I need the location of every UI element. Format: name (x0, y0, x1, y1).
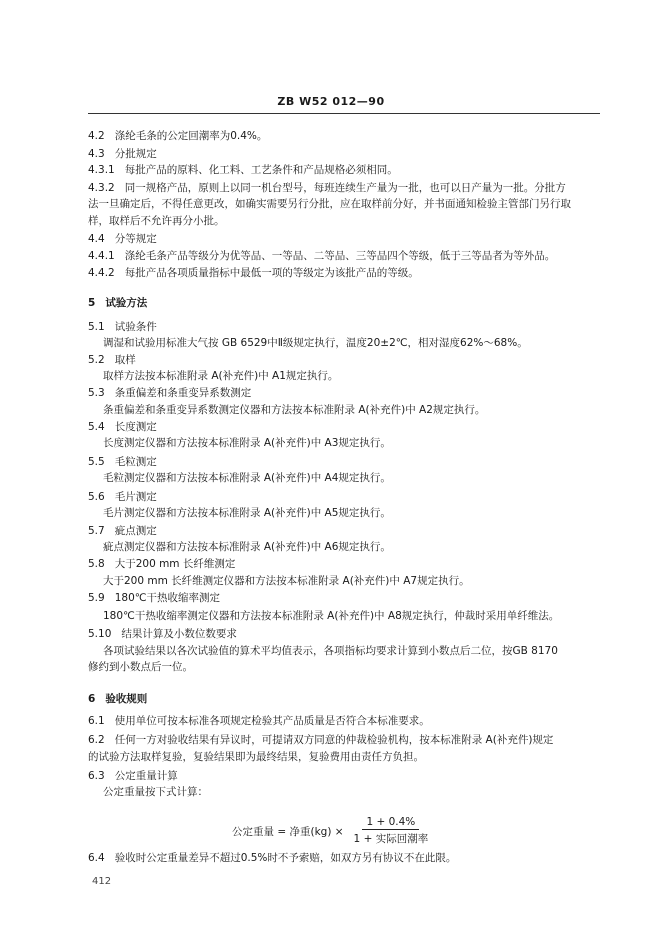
formula-lhs: 公定重量 = 净重(kg) × (232, 825, 344, 838)
clause-number: 5.5 (88, 456, 105, 468)
clause-number: 5.10 (88, 628, 112, 640)
clause-text: 使用单位可按本标准各项规定检验其产品质量是否符合本标准要求。 (114, 715, 430, 727)
clause-line (88, 386, 251, 400)
clause-line (88, 714, 430, 728)
clause-continuation (88, 197, 571, 211)
clause-text: 疵点测定 (114, 525, 157, 537)
clause-text: 法一旦确定后，不得任意更改，如确实需要另行分批，应在取样前分好，并书面通知检验主管部门另行取 (88, 198, 571, 210)
clause-text: 取样方法按本标准附录 A(补充件)中 A1规定执行。 (103, 370, 339, 382)
clause-text: 公定重量计算 (114, 770, 178, 782)
clause-line (88, 353, 136, 367)
clause-line (88, 232, 157, 246)
clause-line (88, 129, 267, 143)
clause-number: 6.1 (88, 715, 105, 727)
clause-text: 毛粒测定 (114, 456, 157, 468)
clause-number: 4.3 (88, 148, 105, 160)
clause-number: 5.8 (88, 558, 105, 570)
clause-line (88, 296, 147, 310)
clause-continuation (103, 609, 559, 623)
clause-line (88, 692, 147, 706)
clause-number: 5.7 (88, 525, 105, 537)
clause-line (88, 524, 157, 538)
clause-number: 4.4.2 (88, 267, 115, 279)
clause-continuation (103, 336, 528, 350)
document-header: ZB W52 012—90 (277, 95, 385, 108)
clause-text: 涤纶毛条的公定回潮率为0.4%。 (114, 130, 268, 142)
formula-numerator: 1 + 0.4% (362, 816, 419, 830)
clause-text: 疵点测定仪器和方法按本标准附录 A(补充件)中 A6规定执行。 (103, 541, 391, 553)
clause-number: 5.1 (88, 321, 105, 333)
clause-text: 试验方法 (105, 297, 148, 309)
clause-text: 分批规定 (114, 148, 157, 160)
clause-text: 试验条件 (114, 321, 157, 333)
clause-number: 6.4 (88, 852, 105, 864)
clause-number: 6.2 (88, 734, 105, 746)
clause-continuation (103, 785, 208, 799)
clause-line (88, 266, 419, 280)
clause-text: 条重偏差和条重变异系数测定 (114, 387, 252, 399)
clause-text: 每批产品的原料、化工料、工艺条件和产品规格必须相同。 (124, 164, 398, 176)
header-rule (88, 113, 600, 114)
clause-number: 5.6 (88, 491, 105, 503)
clause-text: 公定重量按下式计算： (103, 786, 208, 798)
clause-text: 条重偏差和条重变异系数测定仪器和方法按本标准附录 A(补充件)中 A2规定执行。 (103, 404, 486, 416)
clause-line (88, 147, 157, 161)
clause-continuation (88, 214, 225, 228)
clause-line (88, 490, 157, 504)
clause-continuation (103, 540, 391, 554)
clause-number: 4.4 (88, 233, 105, 245)
clause-text: 结果计算及小数位数要求 (121, 628, 237, 640)
formula (232, 816, 432, 846)
clause-line (88, 769, 178, 783)
clause-number: 6.3 (88, 770, 105, 782)
clause-line (88, 455, 157, 469)
clause-text: 毛粒测定仪器和方法按本标准附录 A(补充件)中 A4规定执行。 (103, 472, 391, 484)
clause-text: 毛片测定 (114, 491, 157, 503)
clause-text: 每批产品各项质量指标中最低一项的等级定为该批产品的等级。 (124, 267, 419, 279)
clause-line (88, 851, 456, 865)
clause-continuation (103, 369, 338, 383)
clause-text: 同一规格产品，原则上以同一机台型号，每班连续生产量为一批，也可以日产量为一批。分批方 (124, 182, 566, 194)
clause-number: 4.3.2 (88, 182, 115, 194)
clause-text: 各项试验结果以各次试验值的算术平均值表示，各项指标均要求计算到小数点后二位，按GB 8170 (103, 645, 558, 657)
clause-line (88, 181, 566, 195)
clause-line (88, 320, 157, 334)
clause-number: 5.4 (88, 421, 105, 433)
clause-text: 毛片测定仪器和方法按本标准附录 A(补充件)中 A5规定执行。 (103, 507, 391, 519)
clause-line (88, 733, 553, 747)
clause-text: 180℃干热收缩率测定 (114, 592, 221, 604)
clause-text: 验收时公定重量差异不超过0.5%时不予索赔，如双方另有协议不在此限。 (114, 852, 457, 864)
clause-line (88, 627, 237, 641)
clause-number: 4.4.1 (88, 250, 115, 262)
clause-text: 180℃干热收缩率测定仪器和方法按本标准附录 A(补充件)中 A8规定执行，仲裁时采用单纤维法。 (103, 610, 560, 622)
clause-continuation (103, 506, 391, 520)
clause-text: 大于200 mm 长纤维测定仪器和方法按本标准附录 A(补充件)中 A7规定执行。 (103, 575, 470, 587)
clause-line (88, 591, 220, 605)
clause-line (88, 557, 235, 571)
clause-number: 4.2 (88, 130, 105, 142)
clause-text: 长度测定 (114, 421, 157, 433)
clause-continuation (103, 403, 485, 417)
clause-text: 长度测定仪器和方法按本标准附录 A(补充件)中 A3规定执行。 (103, 437, 391, 449)
clause-continuation (103, 471, 391, 485)
clause-continuation (88, 660, 193, 674)
clause-text: 任何一方对验收结果有异议时，可提请双方同意的仲裁检验机构，按本标准附录 A(补充件)规定 (114, 734, 554, 746)
clause-text: 的试验方法取样复验，复验结果即为最终结果，复验费用由责任方负担。 (88, 751, 424, 763)
clause-continuation (103, 644, 558, 658)
clause-text: 大于200 mm 长纤维测定 (114, 558, 236, 570)
clause-line (88, 163, 398, 177)
clause-continuation (103, 574, 470, 588)
clause-number: 5.9 (88, 592, 105, 604)
clause-line (88, 249, 555, 263)
clause-text: 分等规定 (114, 233, 157, 245)
clause-continuation (88, 750, 424, 764)
clause-line (88, 420, 157, 434)
clause-number: 5.3 (88, 387, 105, 399)
clause-text: 调湿和试验用标准大气按 GB 6529中Ⅱ级规定执行，温度20±2℃，相对湿度62%～68%。 (103, 337, 528, 349)
formula-denominator: 1 + 实际回潮率 (353, 833, 429, 845)
clause-continuation (103, 436, 391, 450)
clause-text: 验收规则 (105, 693, 148, 705)
clause-number: 6 (88, 693, 96, 705)
clause-text: 取样 (114, 354, 136, 366)
clause-text: 修约到小数点后一位。 (88, 661, 193, 673)
clause-text: 涤纶毛条产品等级分为优等品、一等品、二等品、三等品四个等级，低于三等品者为等外品。 (124, 250, 556, 262)
page-number: 412 (92, 876, 112, 887)
clause-number: 5.2 (88, 354, 105, 366)
clause-number: 5 (88, 297, 96, 309)
clause-number: 4.3.1 (88, 164, 115, 176)
formula-fraction (350, 816, 433, 846)
clause-text: 样，取样后不允许再分小批。 (88, 215, 225, 227)
